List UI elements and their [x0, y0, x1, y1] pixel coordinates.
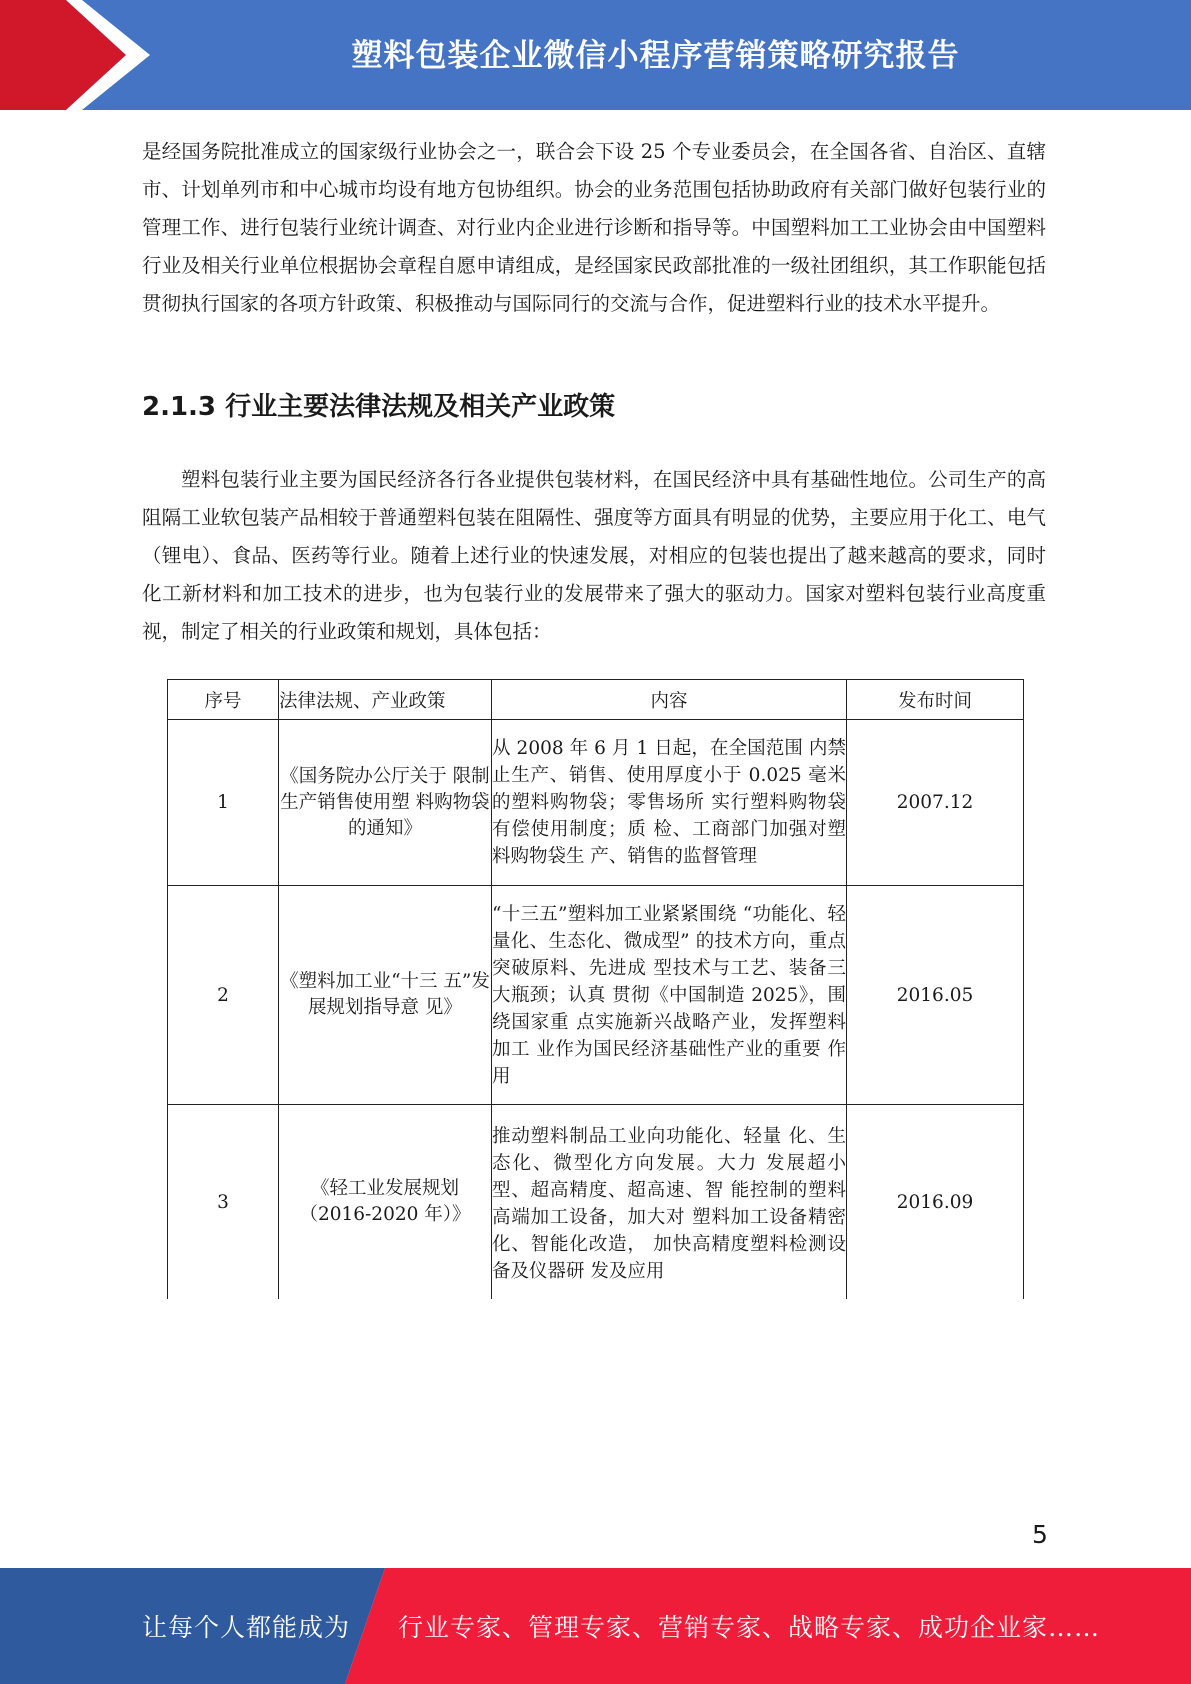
policy-content: “十三五”塑料加工业紧紧围绕 “功能化、轻量化、生态化、微成型” 的技术方向，重点突破原料、先进成 型技术与工艺、装备三大瓶颈；认真 贯彻《中国制造 2025》，围绕国家重 点实施新兴战略产业，发挥塑料加工 业作为国民经济基础性产业的重要 作用: [492, 886, 847, 1105]
table-row: [168, 1105, 1024, 1300]
page-footer: [0, 1568, 1191, 1684]
policy-date: 2016.05: [847, 886, 1024, 1105]
footer-slogan-left: 让每个人都能成为: [142, 1613, 351, 1642]
policy-name: 《塑料加工业“十三 五”发展规划指导意 见》: [279, 886, 492, 1105]
header-cell-number: 序号: [168, 680, 279, 720]
policy-content: 推动塑料制品工业向功能化、轻量 化、生态化、微型化方向发展。大力 发展超小型、超高精度、超高速、智 能控制的塑料高端加工设备，加大对 塑料加工设备精密化、智能化改造， 加快高精度塑料检测设备及仪器研 发及应用: [492, 1105, 847, 1300]
header-cell-date: 发布时间: [847, 680, 1024, 720]
table-row: [168, 720, 1024, 886]
table-header-row: [168, 680, 1024, 720]
header-cell-policy: 法律法规、产业政策: [279, 680, 492, 720]
header-red-chevron-icon: [0, 0, 150, 110]
table-row: [168, 886, 1024, 1105]
row-number: 3: [168, 1105, 279, 1300]
policy-table: [167, 679, 1024, 1299]
row-number: 2: [168, 886, 279, 1105]
section-title: 2.1.3 行业主要法律法规及相关产业政策: [142, 392, 616, 422]
footer-slogan-right: 行业专家、管理专家、营销专家、战略专家、成功企业家……: [398, 1613, 1101, 1642]
policy-content: 从 2008 年 6 月 1 日起，在全国范围 内禁止生产、销售、使用厚度小于 0.025 毫米的塑料购物袋；零售场所 实行塑料购物袋有偿使用制度；质 检、工商部门加强对塑料购物袋生 产、销售的监督管理: [492, 720, 847, 886]
policy-name: 《国务院办公厅关于 限制生产销售使用塑 料购物袋的通知》: [279, 720, 492, 886]
policy-name: 《轻工业发展规划 （2016-2020 年）》: [279, 1105, 492, 1300]
page-number: 5: [1032, 1520, 1048, 1549]
page-header: [0, 0, 1191, 110]
section-paragraph: 塑料包装行业主要为国民经济各行各业提供包装材料，在国民经济中具有基础性地位。公司生产的高阻隔工业软包装产品相较于普通塑料包装在阻隔性、强度等方面具有明显的优势，主要应用于化工、电气（锂电）、食品、医药等行业。随着上述行业的快速发展，对相应的包装也提出了越来越高的要求，同时化工新材料和加工技术的进步，也为包装行业的发展带来了强大的驱动力。国家对塑料包装行业高度重视，制定了相关的行业政策和规划，具体包括：: [142, 468, 1046, 643]
policy-date: 2007.12: [847, 720, 1024, 886]
intro-paragraph: 是经国务院批准成立的国家级行业协会之一，联合会下设 25 个专业委员会，在全国各省、自治区、直辖市、计划单列市和中心城市均设有地方包协组织。协会的业务范围包括协助政府有关部门做好包装行业的管理工作、进行包装行业统计调查、对行业内企业进行诊断和指导等。中国塑料加工工业协会由中国塑料行业及相关行业单位根据协会章程自愿申请组成，是经国家民政部批准的一级社团组织，其工作职能包括贯彻执行国家的各项方针政策、积极推动与国际同行的交流与合作，促进塑料行业的技术水平提升。: [142, 140, 1046, 315]
policy-date: 2016.09: [847, 1105, 1024, 1300]
row-number: 1: [168, 720, 279, 886]
report-title: 塑料包装企业微信小程序营销策略研究报告: [351, 37, 960, 74]
header-cell-content: 内容: [492, 680, 847, 720]
